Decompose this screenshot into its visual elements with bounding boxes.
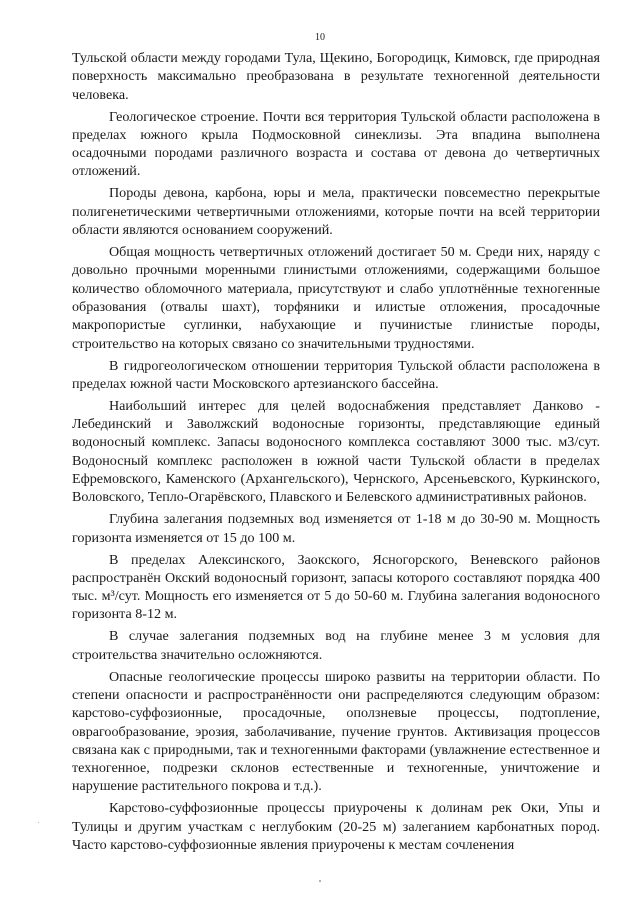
paragraph-groundwater-depth: Глубина залегания подземных вод изменяется от 1-18 м до 30-90 м. Мощность горизонта изменяется от 15 до 100 м. — [72, 511, 600, 546]
paragraph-quaternary-deposits: Общая мощность четвертичных отложений достигает 50 м. Среди них, наряду с довольно прочными моренными глинистыми отложениями, содержащими большое количество обломочного материала, присутствуют и слабо уплотнённые техногенные образования (отвалы шахт), торфяники и илистые отложения, просадочные макропористые суглинки, набухающие и пучинистые глинистые породы, строительство на которых связано со значительными трудностями. — [72, 244, 600, 352]
paragraph-shallow-groundwater: В случае залегания подземных вод на глубине менее 3 м условия для строительства значительно осложняются. — [72, 628, 600, 663]
page-number: 10 — [315, 32, 325, 43]
paragraph-bedrock: Породы девона, карбона, юры и мела, практически повсеместно перекрытые полигенетическими четвертичными отложениями, которые почти на всей территории области являются основанием сооружений. — [72, 185, 600, 239]
paragraph-hydrogeology: В гидрогеологическом отношении территория Тульской области расположена в пределах южной части Московского артезианского бассейна. — [72, 357, 600, 392]
scan-speck — [319, 880, 321, 882]
paragraph-karst-suffosion: Карстово-суффозионные процессы приурочены к долинам рек Оки, Упы и Тулицы и другим участкам с неглубоким (20-25 м) залеганием карбонатных пород. Часто карстово-суффозионные явления приурочены к местам сочленения — [72, 800, 600, 854]
scan-speck — [38, 822, 39, 823]
paragraph-geological-structure: Геологическое строение. Почти вся территория Тульской области расположена в пределах южного крыла Подмосковной синеклизы. Эта впадина выполнена осадочными породами различного возраста и состава от девона до четвертичных отложений. — [72, 108, 600, 180]
paragraph-aquifer-complex: Наибольший интерес для целей водоснабжения представляет Данково - Лебединский и Заволжский водоносные горизонты, представляющие единый водоносный комплекс. Запасы водоносного комплекса составляют 3000 тыс. м3/сут. Водоносный комплекс расположен в южной части Тульской области в пределах Ефремовского, Каменского (Архангельского), Чернского, Арсеньевского, Куркинского, Воловского, Тепло-Огарёвского, Плавского и Белевского административных районов. — [72, 397, 600, 506]
document-body — [72, 49, 600, 858]
paragraph-continued-intro: Тульской области между городами Тула, Щекино, Богородицк, Кимовск, где природная поверхность максимально преобразована в результате техногенной деятельности человека. — [72, 50, 600, 103]
paragraph-oka-aquifer: В пределах Алексинского, Заокского, Ясногорского, Веневского районов распространён Окский водоносный горизонт, запасы которого составляют порядка 400 тыс. м³/сут. Мощность его изменяется от 5 до 50-60 м. Глубина залегания водоносного горизонта 8-12 м. — [72, 551, 600, 623]
paragraph-hazardous-processes: Опасные геологические процессы широко развиты на территории области. По степени опасности и распространённости они распределяются следующим образом: карстово-суффозионные, просадочные, оползневые процессы, подтопление, оврагообразование, эрозия, заболачивание, пучение грунтов. Активизация процессов связана как с природными, так и техногенными факторами (увлажнение естественное и техногенное, подрезки склонов естественные и техногенные, уничтожение и нарушение растительного покрова и т.д.). — [72, 668, 600, 795]
